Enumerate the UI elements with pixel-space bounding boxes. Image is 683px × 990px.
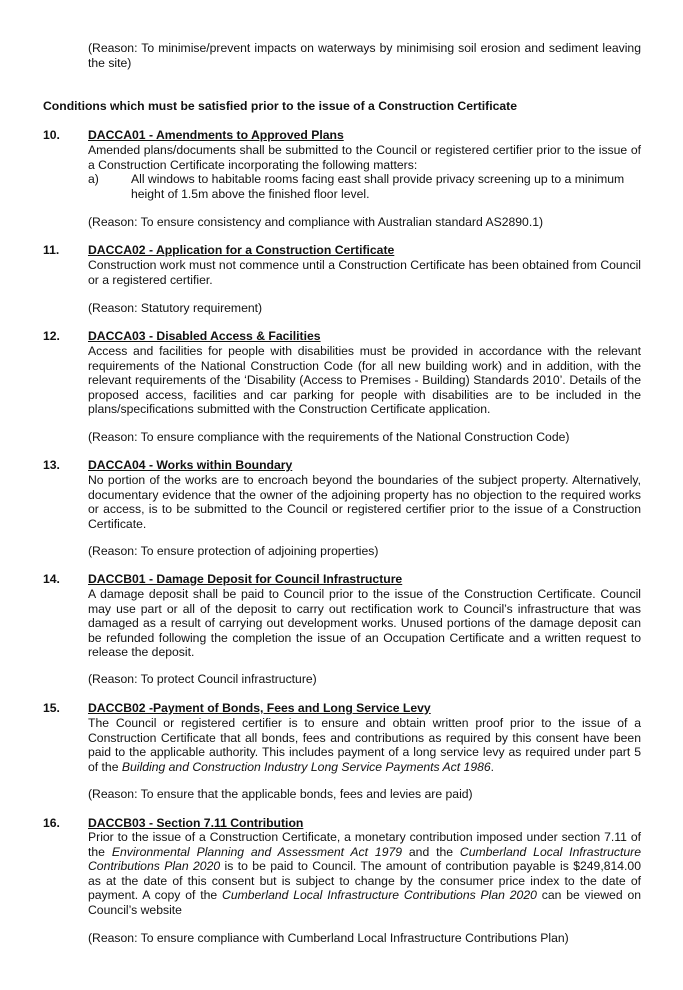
condition-title: DACCB01 - Damage Deposit for Council Infrastructure: [88, 572, 403, 586]
condition-body: Amended plans/documents shall be submitted to the Council or registered certifier prior to the issue of a Construction Certificate incorporating the following matters:: [88, 143, 641, 172]
condition-body: [88, 830, 641, 918]
condition-body: [88, 716, 641, 774]
condition-body: A damage deposit shall be paid to Council prior to the issue of the Construction Certificate. Council may use part or all of the deposit to carry out rectification work to Council’s infrastructure that was damaged as a result of carrying out development works. Unused portions of the damage deposit can be refunded following the completion the issue of an Occupation Certificate and a written request to release the deposit.: [88, 587, 641, 660]
condition-title: DACCA03 - Disabled Access & Facilities: [88, 329, 321, 343]
condition-title: DACCA02 - Application for a Construction Certificate: [88, 243, 395, 257]
section-heading: Conditions which must be satisfied prior to the issue of a Construction Certificate: [43, 99, 518, 113]
condition-body: Construction work must not commence until a Construction Certificate has been obtained from Council or a registered certifier.: [88, 258, 641, 287]
condition-number: 16.: [43, 816, 60, 830]
condition-reason: (Reason: To ensure compliance with Cumberland Local Infrastructure Contributions Plan): [88, 931, 569, 945]
condition-number: 14.: [43, 572, 60, 586]
body-text: Prior to the issue of a Construction Certificate, a monetary contribution imposed under section 7.11 of the: [88, 830, 641, 859]
condition-number: 11.: [43, 243, 60, 257]
condition-reason: (Reason: To ensure protection of adjoining properties): [88, 544, 379, 558]
body-text: is to be paid to Council. The amount of contribution payable is $249,814.00 as at the date of this consent but is subject to change by the consumer price index to the date of payment. A copy of the: [88, 859, 641, 903]
top-reason: (Reason: To minimise/prevent impacts on waterways by minimising soil erosion and sediment leaving the site): [88, 41, 641, 70]
plan-name: Cumberland Local Infrastructure Contributions Plan 2020: [222, 888, 537, 903]
condition-reason: (Reason: To ensure that the applicable bonds, fees and levies are paid): [88, 787, 473, 801]
body-text: and the: [402, 844, 460, 859]
condition-number: 12.: [43, 329, 60, 343]
plan-name: Cumberland Local Infrastructure Contributions Plan 2020: [88, 844, 641, 874]
condition-number: 10.: [43, 128, 60, 142]
body-text: .: [490, 759, 495, 774]
condition-number: 15.: [43, 701, 60, 715]
sub-item-text: All windows to habitable rooms facing east shall provide privacy screening up to a minimum height of 1.5m above the finished floor level.: [131, 172, 625, 201]
condition-title: DACCA04 - Works within Boundary: [88, 458, 293, 472]
sub-item-letter: a): [88, 172, 99, 186]
body-text: can be viewed on Council’s website: [88, 888, 641, 917]
condition-body: No portion of the works are to encroach beyond the boundaries of the subject property. Alternatively, documentary evidence that the owner of the adjoining property has no objection to the required works or access, is to be submitted to the Council or registered certifier prior to the issue of a Construction Certificate.: [88, 473, 641, 531]
condition-reason: (Reason: To protect Council infrastructure): [88, 672, 317, 686]
condition-number: 13.: [43, 458, 60, 472]
condition-reason: (Reason: Statutory requirement): [88, 301, 263, 315]
act-name: Building and Construction Industry Long Service Payments Act 1986: [121, 759, 491, 774]
condition-title: DACCB03 - Section 7.11 Contribution: [88, 816, 304, 830]
condition-title: DACCA01 - Amendments to Approved Plans: [88, 128, 344, 142]
body-text: The Council or registered certifier is to ensure and obtain written proof prior to the issue of a Construction Certificate that all bonds, fees and contributions as required by this consent have been paid to the applicable authority. This includes payment of a long service levy as required under part 5 of the: [88, 716, 641, 774]
act-name: Environmental Planning and Assessment Act 1979: [111, 844, 403, 859]
condition-reason: (Reason: To ensure consistency and compliance with Australian standard AS2890.1): [88, 215, 544, 229]
condition-body: Access and facilities for people with disabilities must be provided in accordance with the relevant requirements of the National Construction Code (for all new building work) and in addition, with the relevant requirements of the ‘Disability (Access to Premises - Building) Standards 2010’. Details of the proposed access, facilities and car parking for people with disabilities are to be included in the plans/specifications submitted with the Construction Certificate application.: [88, 344, 641, 417]
condition-title: DACCB02 -Payment of Bonds, Fees and Long Service Levy: [88, 701, 431, 715]
condition-reason: (Reason: To ensure compliance with the requirements of the National Construction Code): [88, 430, 570, 444]
